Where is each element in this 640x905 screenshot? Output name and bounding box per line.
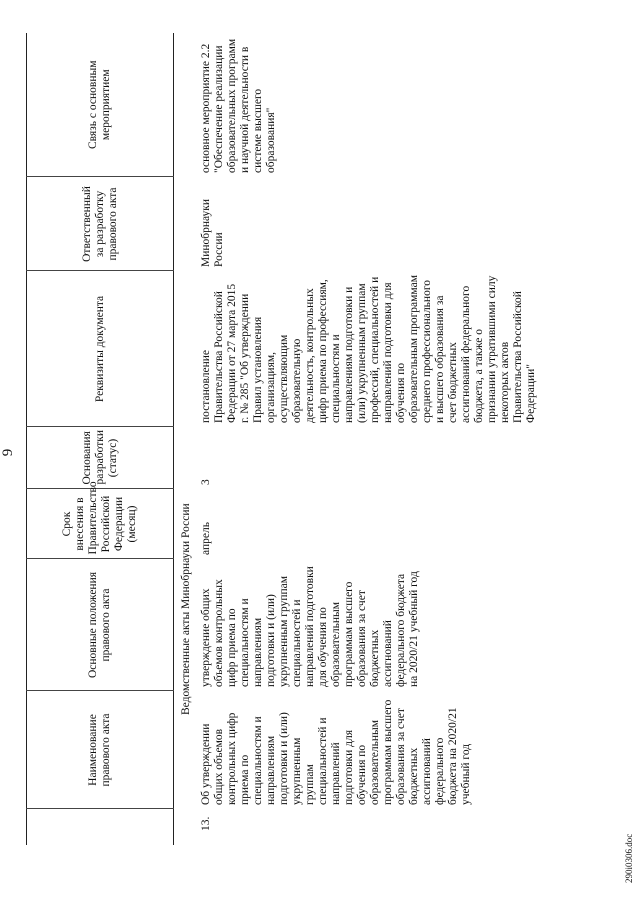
section-row [174,33,199,845]
row-deadline: апрель [200,522,212,555]
row-basis: 3 [200,479,212,485]
header-requisites: Реквизиты документа [27,271,174,427]
row-provisions: утверждение общих объемов контрольных цифр приема по специальностям и направлениям подготовки и (или) укрупненным группам специальностей и направлений подготовки для обучения по образовательным программам высшего образования за счет бюджетных ассигнований федерального бюджета на 2020/21 учебный год [200,566,420,687]
header-act-name: Наименование правового акта [27,691,174,809]
row-number: 13. [200,816,212,831]
table-header-row [27,33,174,845]
header-provisions: Основные положения правового акта [27,559,174,691]
header-link: Связь с основным мероприятием [27,33,174,177]
header-number [27,809,174,845]
row-requisites: постановление Правительства Российской Федерации от 27 марта 2015 г. № 285 "Об утверждении Правил установления организациям, осуществляющим образовательную деятельность, контрольных цифр приема по профессиям, специальностям и направлениям подготовки и (или) укрупненным группам профессий, специальностей и направлений подготовки для обучения по образовательным программам среднего профессионального и высшего образования за счет бюджетных ассигнований федерального бюджета, а также о признании утратившими силу некоторых актов Правительства Российской Федерации" [200,275,537,423]
header-deadline: Срок внесения в Правительство Российской Федерации (месяц) [27,489,174,559]
legal-acts-table [26,33,540,845]
section-title: Ведомственные акты Минобрнауки России [180,503,192,715]
row-act-name: Об утверждении общих объемов контрольных цифр приема по специальностям и направлениям подготовки и (или) укрупненным группам специальностей и направлений подготовки для обучения по образовательным программам высшего образования за счет бюджетных ассигнований федерального бюджета на 2020/21 учебный год [200,699,472,805]
row-responsible: Минобрнауки России [200,198,225,267]
row-link: основное мероприятие 2.2 "Обеспечение реализации образовательных программ и научной деятельности в системе высшего образования" [200,38,277,173]
file-footer: 290i0306.doc [624,833,634,883]
header-responsible: Ответственный за разработку правового акта [27,177,174,271]
page-number: 9 [0,448,16,457]
table-row [198,33,540,845]
header-basis: Основания разработки (статус) [27,427,174,489]
